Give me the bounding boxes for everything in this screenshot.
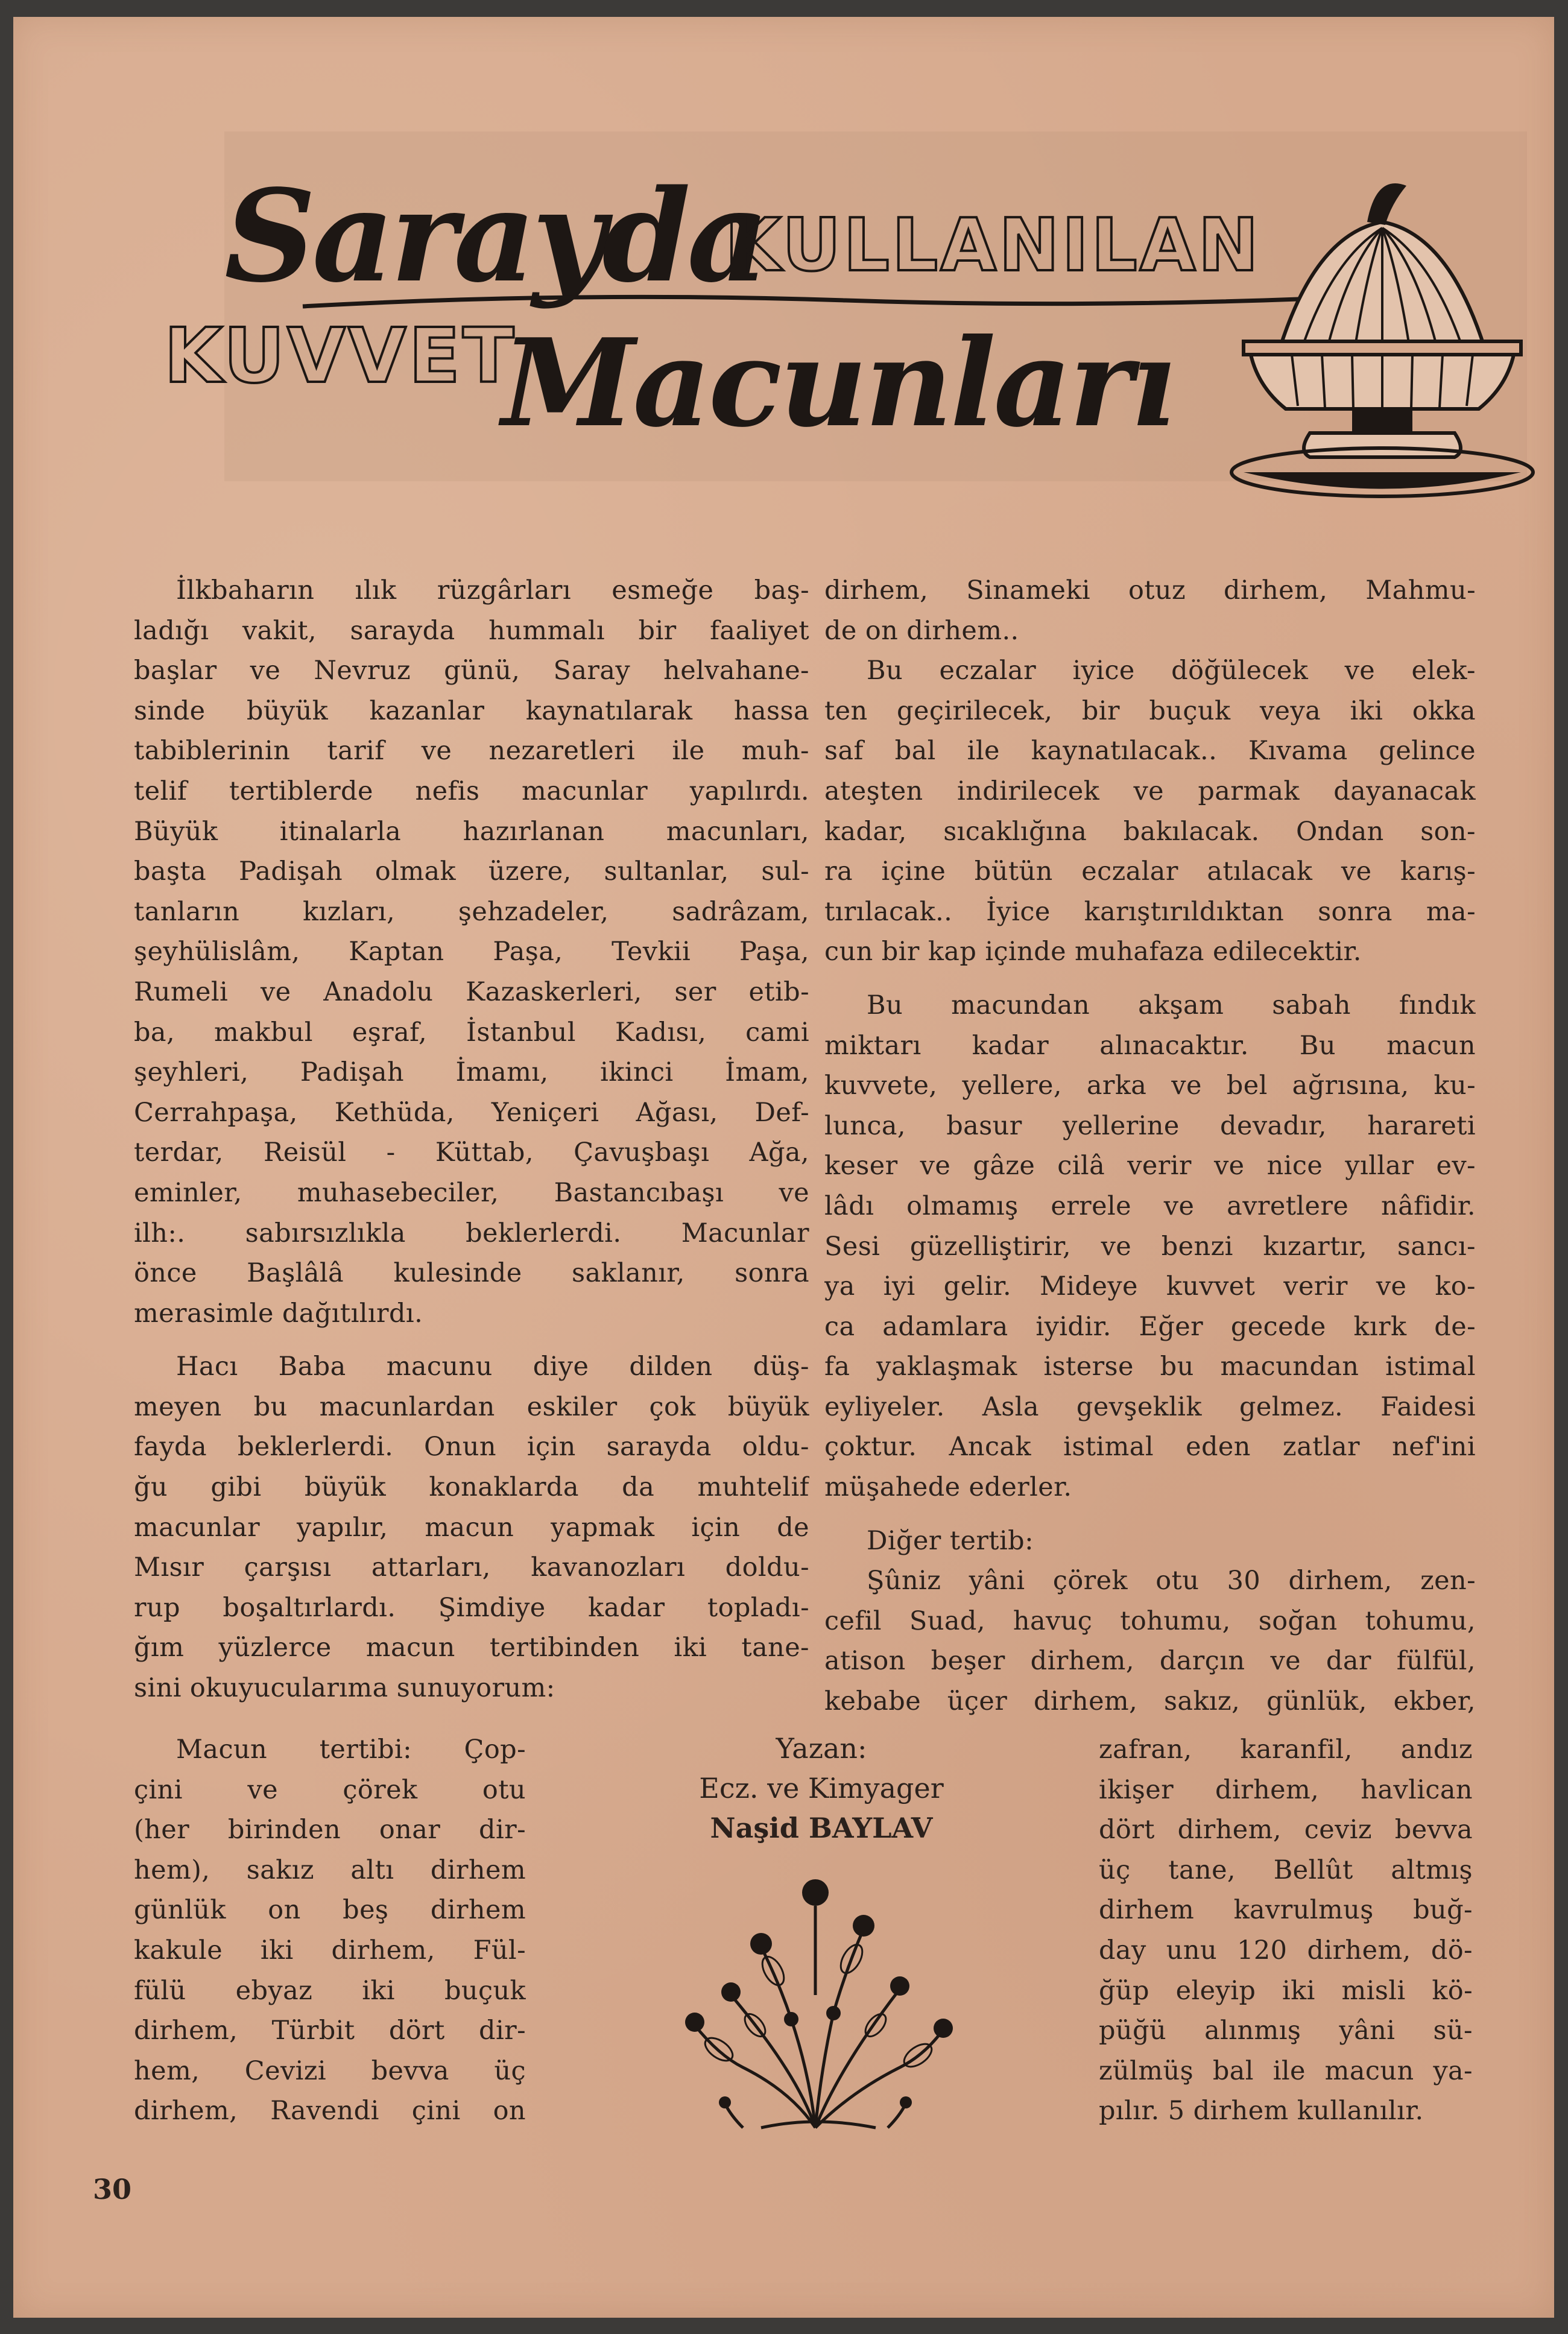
text-line: Hacı Baba macunu diye dilden düş-	[176, 1352, 809, 1382]
text-line: dirhem, Türbit dört dir-	[134, 2016, 526, 2046]
text-line: telif tertiblerde nefis macunlar yapılırdı.	[134, 776, 809, 806]
text-line: Bu macundan akşam sabah fındık	[867, 990, 1476, 1020]
paragraph-4	[824, 651, 1476, 972]
text-line: dört dirhem, ceviz bevva	[1099, 1815, 1473, 1845]
article-header	[164, 113, 1539, 511]
text-line: cefil Suad, havuç tohumu, soğan tohumu,	[824, 1605, 1476, 1636]
text-line: şeyhülislâm, Kaptan Paşa, Tevkii Paşa,	[134, 937, 809, 967]
text-line: lunca, basur yellerine devadır, harareti	[824, 1110, 1476, 1141]
title-sarayda: Sarayda	[224, 162, 766, 311]
text-line: Şûniz yâni çörek otu 30 dirhem, zen-	[867, 1566, 1476, 1596]
text-line: çoktur. Ancak istimal eden zatlar nef'ini	[824, 1432, 1476, 1463]
text-line: fülü ebyaz iki buçuk	[134, 1975, 526, 2006]
text-line: püğü alınmış yâni sü-	[1099, 2016, 1473, 2046]
text-line: kebabe üçer dirhem, sakız, günlük, ekber,	[824, 1686, 1476, 1717]
text-line: şeyhleri, Padişah İmamı, ikinci İmam,	[134, 1057, 809, 1088]
text-line: önce Başlâlâ kulesinde saklanır, sonra	[134, 1258, 809, 1289]
text-line: eminler, muhasebeciler, Bastancıbaşı ve	[134, 1177, 809, 1208]
text-line: Cerrahpaşa, Kethüda, Yeniçeri Ağası, Def-	[134, 1097, 809, 1128]
macun-bowl-illustration	[1225, 168, 1539, 505]
text-line: kakule iki dirhem, Fül-	[134, 1935, 526, 1966]
text-line: başlar ve Nevruz günü, Saray helvahane-	[134, 656, 809, 686]
right-recipe-column	[1099, 1730, 1473, 2131]
title-kuvvet: KUVVET	[164, 312, 517, 400]
text-line: atison beşer dirhem, darçın ve dar fülfül,	[824, 1646, 1476, 1677]
text-line: ğım yüzlerce macun tertibinden iki tane-	[134, 1633, 809, 1663]
flower-illustration	[671, 1874, 960, 2140]
text-line: Mısır çarşısı attarları, kavanozları doldu-	[134, 1552, 809, 1583]
text-line: dirhem, Ravendi çini on	[134, 2096, 526, 2127]
text-line: ilh:. sabırsızlıkla beklerlerdi. Macunlar	[134, 1218, 809, 1248]
text-line: hem, Cevizi bevva üç	[134, 2055, 526, 2086]
title-kullanilan: KULLANILAN	[725, 204, 1261, 288]
text-line: sini okuyucularıma sunuyorum:	[134, 1673, 555, 1704]
text-line: Bu eczalar iyice döğülecek ve elek-	[867, 656, 1476, 686]
text-line: lâdı olmamış errele ve avretlere nâfidir.	[824, 1191, 1476, 1221]
paragraph-7	[824, 1561, 1476, 1721]
text-line: çini ve çörek otu	[134, 1774, 526, 1805]
text-line: ladığı vakit, sarayda hummalı bir faaliyet	[134, 615, 809, 646]
byline-author-name: Naşid BAYLAV	[710, 1812, 933, 1844]
recipe-column	[134, 1730, 526, 2131]
page-number: 30	[93, 2173, 132, 2206]
paragraph-6	[824, 1521, 1476, 1561]
magazine-page	[13, 17, 1554, 2318]
text-line: fayda beklerlerdi. Onun için sarayda oldu-	[134, 1432, 809, 1463]
text-line: ya iyi gelir. Mideye kuvvet verir ve ko-	[824, 1271, 1476, 1302]
text-line: saf bal ile kaynatılacak.. Kıvama gelince	[824, 736, 1476, 767]
text-line: merasimle dağıtılırdı.	[134, 1298, 423, 1329]
text-line: günlük on beş dirhem	[134, 1895, 526, 1926]
paragraph-3	[824, 571, 1476, 651]
text-line: day unu 120 dirhem, dö-	[1099, 1935, 1473, 1966]
text-line: miktarı kadar alınacaktır. Bu macun	[824, 1030, 1476, 1061]
paragraph-5	[824, 985, 1476, 1508]
text-line: (her birinden onar dir-	[134, 1815, 526, 1845]
text-line: hem), sakız altı dirhem	[134, 1855, 526, 1885]
text-line: sinde büyük kazanlar kaynatılarak hassa	[134, 695, 809, 726]
title-macunlari: Macunları	[502, 312, 1174, 454]
text-line: de on dirhem..	[824, 615, 1019, 646]
text-line: zafran, karanfil, andız	[1099, 1735, 1473, 1765]
text-line: Büyük itinalarla hazırlanan macunları,	[134, 816, 809, 847]
text-line: İlkbaharın ılık rüzgârları esmeğe baş-	[176, 575, 809, 606]
paragraph-2	[134, 1347, 809, 1708]
text-line: meyen bu macunlardan eskiler çok büyük	[134, 1391, 809, 1422]
text-line: ra içine bütün eczalar atılacak ve karış-	[824, 856, 1476, 887]
text-line: fa yaklaşmak isterse bu macundan istimal	[824, 1352, 1476, 1382]
text-line: ten geçirilecek, bir buçuk veya iki okka	[824, 695, 1476, 726]
text-line: başta Padişah olmak üzere, sultanlar, sul-	[134, 856, 809, 887]
paragraph-1	[134, 571, 809, 1333]
text-line: dirhem, Sinameki otuz dirhem, Mahmu-	[824, 575, 1476, 606]
text-line: tırılacak.. İyice karıştırıldıktan sonra ma-	[824, 896, 1476, 927]
text-line: Macun tertibi: Çop-	[176, 1735, 526, 1765]
text-line: Sesi güzelliştirir, ve benzi kızartır, sancı-	[824, 1231, 1476, 1262]
text-line: ca adamlara iyidir. Eğer gecede kırk de-	[824, 1311, 1476, 1342]
text-line: müşahede ederler.	[824, 1472, 1072, 1503]
text-line: eyliyeler. Asla gevşeklik gelmez. Faidesi	[824, 1391, 1476, 1422]
text-line: rup boşaltırlardı. Şimdiye kadar topladı-	[134, 1592, 809, 1623]
text-line: pılır. 5 dirhem kullanılır.	[1099, 2096, 1424, 2127]
text-line: zülmüş bal ile macun ya-	[1099, 2055, 1473, 2086]
text-line: cun bir kap içinde muhafaza edilecektir.	[824, 937, 1362, 967]
text-line: keser ve gâze cilâ verir ve nice yıllar ev-	[824, 1151, 1476, 1181]
text-line: terdar, Reisül - Küttab, Çavuşbaşı Ağa,	[134, 1137, 809, 1168]
byline-label: Yazan:	[776, 1732, 867, 1765]
text-line: Rumeli ve Anadolu Kazaskerleri, ser etib-	[134, 976, 809, 1007]
right-column	[824, 571, 1476, 1722]
author-byline	[653, 1728, 990, 1848]
text-line: dirhem kavrulmuş buğ-	[1099, 1895, 1473, 1926]
subheading-diger-tertib: Diğer tertib:	[867, 1525, 1034, 1556]
text-line: üç tane, Bellût altmış	[1099, 1855, 1473, 1885]
text-line: ateşten indirilecek ve parmak dayanacak	[824, 776, 1476, 806]
text-line: ikişer dirhem, havlican	[1099, 1774, 1473, 1805]
text-line: kadar, sıcaklığına bakılacak. Ondan son-	[824, 816, 1476, 847]
text-line: ğu gibi büyük konaklarda da muhtelif	[134, 1472, 809, 1503]
left-column	[134, 571, 809, 1709]
byline-title: Ecz. ve Kimyager	[699, 1772, 944, 1804]
text-line: macunlar yapılır, macun yapmak için de	[134, 1512, 809, 1543]
text-line: ğüp eleyip iki misli kö-	[1099, 1975, 1473, 2006]
text-line: ba, makbul eşraf, İstanbul Kadısı, cami	[134, 1017, 809, 1048]
text-line: tanların kızları, şehzadeler, sadrâzam,	[134, 896, 809, 927]
text-line: tabiblerinin tarif ve nezaretleri ile muh-	[134, 736, 809, 767]
text-line: kuvvete, yellere, arka ve bel ağrısına, ku-	[824, 1071, 1476, 1101]
